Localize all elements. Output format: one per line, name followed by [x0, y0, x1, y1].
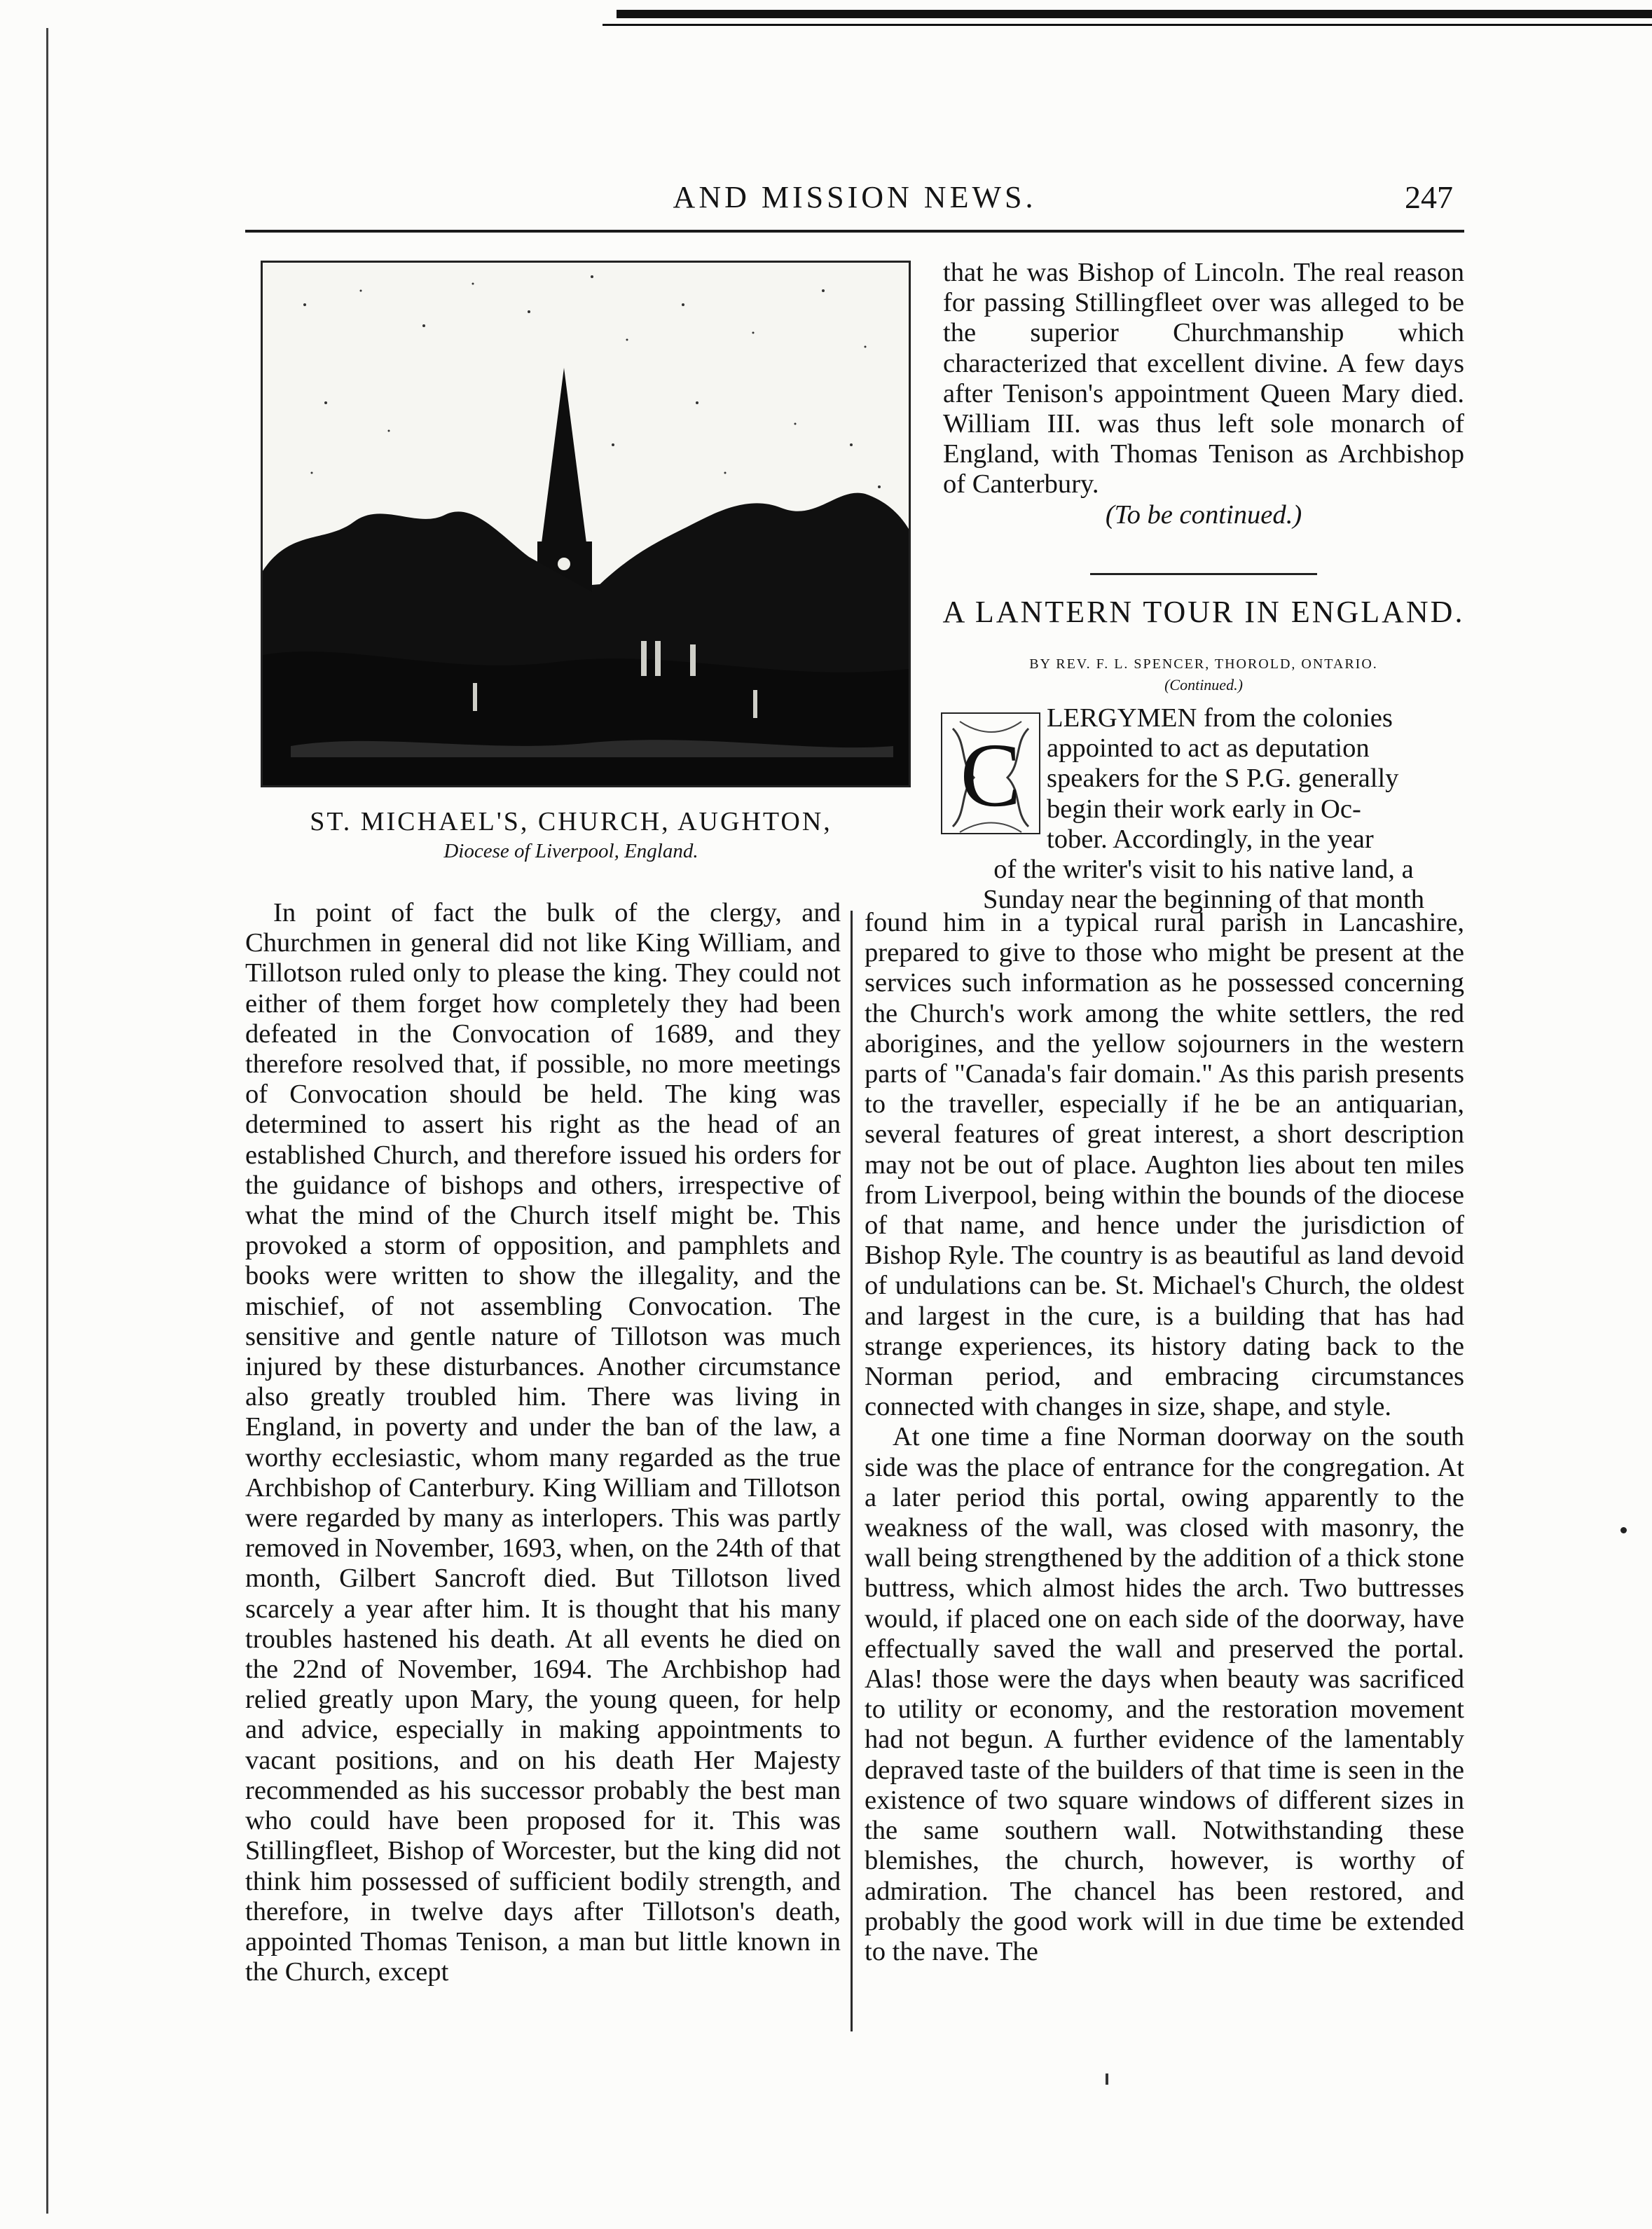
- caption-subtitle: Diocese of Liverpool, England.: [443, 840, 698, 862]
- right-column-continuation: [943, 258, 1464, 530]
- after-drop-lines: [943, 855, 1464, 915]
- margin-dot: [1620, 1527, 1627, 1533]
- church-illustration: [263, 263, 909, 785]
- right-column-main: [865, 908, 1464, 1967]
- continuation-paragraph: that he was Bishop of Lincoln. The real reason for passing Stillingfleet over was alleged to be the superior Churchmanship which characterized that excellent divine. A few days after Tenison's appointment Queen Mary died. William III. was thus left sole monarch of England, with Thomas Tenison as Archbishop of Canterbury.: [943, 258, 1464, 499]
- svg-text:C: C: [960, 725, 1021, 826]
- header-rule: [245, 230, 1464, 233]
- to-be-continued: (To be continued.): [1105, 499, 1302, 530]
- drop-cap: [939, 708, 1042, 839]
- page-edge-line: [46, 28, 48, 2214]
- drop-cap-lines: [1047, 703, 1464, 855]
- drop-line: begin their work early in Oc-: [1047, 794, 1361, 824]
- after-drop-line: of the writer's visit to his native land, a: [993, 855, 1414, 884]
- figure-caption: [245, 806, 897, 864]
- drop-line: LERGYMEN from the colonies: [1047, 703, 1393, 733]
- drop-line: appointed to act as deputation: [1047, 733, 1370, 764]
- top-border-rule-thin: [603, 24, 1652, 26]
- right-paragraph-1: found him in a typical rural parish in Lancashire, prepared to give to those who might be present at the services such information as he possessed concerning the Church's work among the white settlers, the red aborigines, and the yellow sojourners in the western parts of "Canada's fair domain." As this parish presents to the traveller, especially if he be an antiquarian, several features of great interest, a short description may not be out of place. Aughton lies about ten miles from Liverpool, being within the bounds of the diocese of that name, and hence under the jurisdiction of Bishop Ryle. The country is as beautiful as land devoid of undulations can be. St. Michael's Church, the oldest and largest in the cure, is a building that has had strange experiences, its history dating back to the Norman period, and embracing circumstances connected with changes in size, shape, and style.: [865, 908, 1464, 1422]
- drop-line: speakers for the S P.G. generally: [1047, 764, 1399, 794]
- byline-continued: (Continued.): [1164, 676, 1243, 693]
- top-border-rule: [617, 10, 1652, 18]
- left-column: [245, 898, 841, 1987]
- ornament-icon: [939, 708, 1042, 839]
- column-divider: [851, 911, 853, 2031]
- drop-line: tober. Accordingly, in the year: [1047, 824, 1374, 854]
- page-number: 247: [1405, 179, 1453, 215]
- left-paragraph: In point of fact the bulk of the clergy, and Churchmen in general did not like King William, and Tillotson ruled only to please the king. They could not either of them forget how completely they had been defeated in the Convocation of 1689, and they therefore resolved that, if possible, no more meetings of Convocation should be held. The king was determined to assert his right as the head of an established Church, and therefore issued his orders for the guidance of bishops and others, irrespective of what the mind of the Church itself might be. This provoked a storm of opposition, and pamphlets and books were written to show the illegality, and the mischief, of not assembling Convocation. The sensitive and gentle nature of Tillotson was much injured by these disturbances. Another circumstance also greatly troubled him. There was living in England, in poverty and under the ban of the law, a worthy ecclesiastic, whom many regarded as the true Archbishop of Canterbury. King William and Tillotson were regarded by many as interlopers. This was partly removed in November, 1693, when, on the 24th of that month, Gilbert Sancroft died. But Tillotson lived scarcely a year after him. It is thought that his many troubles hastened his death. At all events he died on the 22nd of November, 1694. The Archbishop had relied greatly upon Mary, the young queen, for help and advice, especially in making appointments to vacant positions, and on his death Her Majesty recommended as his successor probably the best man who could have been proposed for it. This was Stillingfleet, Bishop of Worcester, but the king did not think him possessed of sufficient bodily strength, and therefore, in twelve days after Tillotson's death, appointed Thomas Tenison, a man but little known in the Church, except: [245, 898, 841, 1987]
- church-photograph: [261, 261, 911, 787]
- after-drop-line: Sunday near the beginning of that month: [983, 885, 1424, 915]
- section-title: A LANTERN TOUR IN ENGLAND.: [942, 595, 1465, 629]
- right-paragraph-2: At one time a fine Norman doorway on the south side was the place of entrance for the congregation. At a later period this portal, owing apparently to the weakness of the wall, was closed with masonry, the wall being strengthened by the addition of a thick stone buttress, which almost hides the arch. Two buttresses would, if placed one on each side of the doorway, have effectually saved the wall and preserved the portal. Alas! those were the days when beauty was sacrificed to utility or economy, and the restoration movement had not begun. A further evidence of the lamentably depraved taste of the builders of that time is seen in the existence of two square windows of different sizes in the same southern wall. Notwithstanding these blemishes, the church, however, is worthy of admiration. The chancel has been restored, and probably the good work will in due time be extended to the nave. The: [865, 1422, 1465, 1966]
- byline: BY REV. F. L. SPENCER, THOROLD, ONTARIO.: [1029, 656, 1378, 672]
- caption-title: ST. MICHAEL'S, CHURCH, AUGHTON,: [310, 807, 832, 836]
- section-separator: [1090, 573, 1317, 575]
- footer-mark: [1106, 2073, 1108, 2085]
- running-title: AND MISSION NEWS.: [673, 180, 1037, 214]
